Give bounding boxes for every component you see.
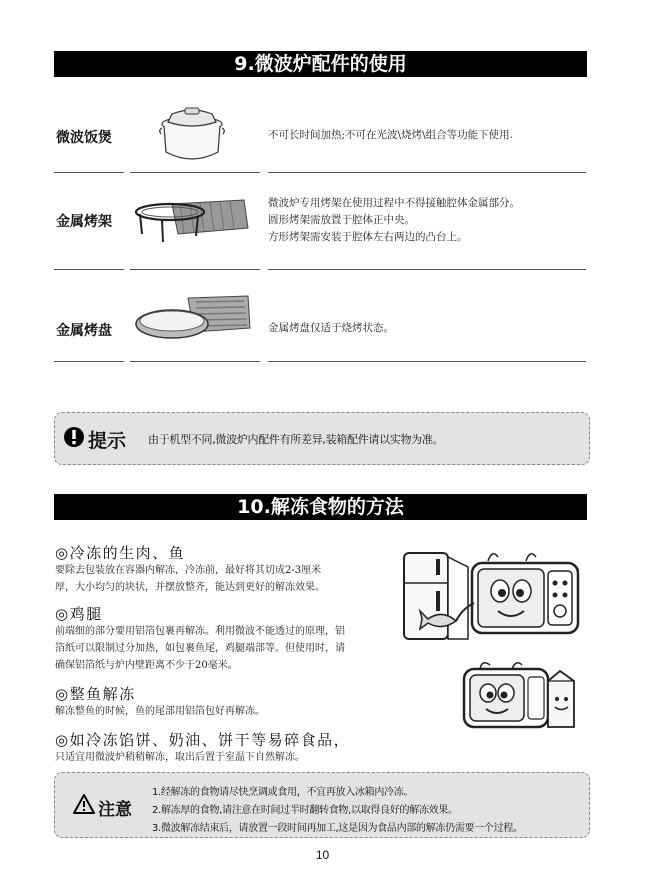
thaw-line: 箔纸可以限制过分加热，如包裹鱼尾，鸡腿端部等。但使用时，请 xyxy=(55,643,345,654)
accessory-desc-metal-tray xyxy=(268,320,586,337)
divider xyxy=(130,361,260,362)
divider xyxy=(268,361,586,362)
thaw-line: 解冻整鱼的时候，鱼的尾部用铝箔包好再解冻。 xyxy=(55,706,265,717)
warning-triangle-icon xyxy=(73,794,95,814)
thaw-line: 厚，大小均匀的块状，并摆放整齐，能达到更好的解冻效果。 xyxy=(55,582,325,593)
thaw-line: 前端细的部分要用铝箔包裹再解冻。利用微波不能透过的原理，铝 xyxy=(55,626,345,637)
section-9-title: 9.微波炉配件的使用 xyxy=(54,51,587,77)
thaw-line: 只适宜用微波炉稍稍解冻，取出后置于室温下自然解冻。 xyxy=(55,752,305,763)
note-line-2: 2.解冻厚的食物,请注意在时间过半时翻转食物,以取得良好的解冻效果。 xyxy=(152,805,458,816)
thaw-line: 要除去包装放在容器内解冻，冷冻前，最好将其切成2-3厘米 xyxy=(55,565,322,576)
divider xyxy=(268,172,586,173)
thaw-text-chicken-leg xyxy=(55,623,387,674)
microwave-fridge-cartoon-illustration xyxy=(398,543,586,655)
accessory-name-rice-cooker: 微波饭煲 xyxy=(56,130,112,146)
divider xyxy=(54,269,124,270)
tip-label: 提示 xyxy=(88,430,127,452)
divider xyxy=(268,269,586,270)
thaw-title-fragile-foods: ◎如冷冻馅饼、奶油、饼干等易碎食品， xyxy=(55,731,351,749)
thaw-title-whole-fish: ◎整鱼解冻 xyxy=(55,685,136,703)
note-line-3: 3.微波解冻结束后，请放置一段时间再加工,这是因为食品内部的解冻仍需要一个过程。 xyxy=(152,823,523,834)
desc-line: 金属烤盘仅适于烧烤状态。 xyxy=(268,322,394,334)
tip-text: 由于机型不同,微波炉内配件有所差异,装箱配件请以实物为准。 xyxy=(148,433,444,446)
divider xyxy=(130,172,260,173)
desc-line: 不可长时间加热;不可在光波\烧烤\组合等功能下使用. xyxy=(268,129,513,141)
metal-rack-icon xyxy=(132,190,250,248)
desc-line: 圆形烤架需放置于腔体正中央。 xyxy=(268,214,415,226)
accessory-name-metal-rack: 金属烤架 xyxy=(56,214,112,230)
page-number: 10 xyxy=(315,848,330,862)
thaw-text-raw-meat-fish xyxy=(55,562,387,596)
thaw-title-chicken-leg: ◎鸡腿 xyxy=(55,605,103,623)
divider xyxy=(54,172,124,173)
accessory-desc-metal-rack xyxy=(268,195,586,246)
desc-line: 微波炉专用烤架在使用过程中不得接触腔体金属部分。 xyxy=(268,197,520,209)
thaw-line: 确保铝箔纸与炉内壁距离不少于20毫米。 xyxy=(55,660,238,671)
divider xyxy=(54,361,124,362)
note-label: 注意 xyxy=(98,800,132,820)
metal-tray-icon xyxy=(132,290,252,352)
section-10-title: 10.解冻食物的方法 xyxy=(54,494,587,520)
accessory-desc-rice-cooker xyxy=(268,127,586,144)
thaw-text-fragile-foods xyxy=(55,749,387,766)
accessory-name-metal-tray: 金属烤盘 xyxy=(56,323,112,339)
divider xyxy=(130,269,260,270)
microwave-milk-cartoon-illustration xyxy=(460,657,578,735)
exclamation-icon xyxy=(63,426,85,448)
desc-line: 方形烤架需安装于腔体左右两边的凸台上。 xyxy=(268,231,468,243)
note-line-1: 1.经解冻的食物请尽快烹调或食用，不宜再放入冰箱内冷冻。 xyxy=(152,787,414,798)
thaw-title-raw-meat-fish: ◎冷冻的生肉、鱼 xyxy=(55,544,186,562)
rice-cooker-icon xyxy=(156,104,228,166)
thaw-text-whole-fish xyxy=(55,703,387,720)
